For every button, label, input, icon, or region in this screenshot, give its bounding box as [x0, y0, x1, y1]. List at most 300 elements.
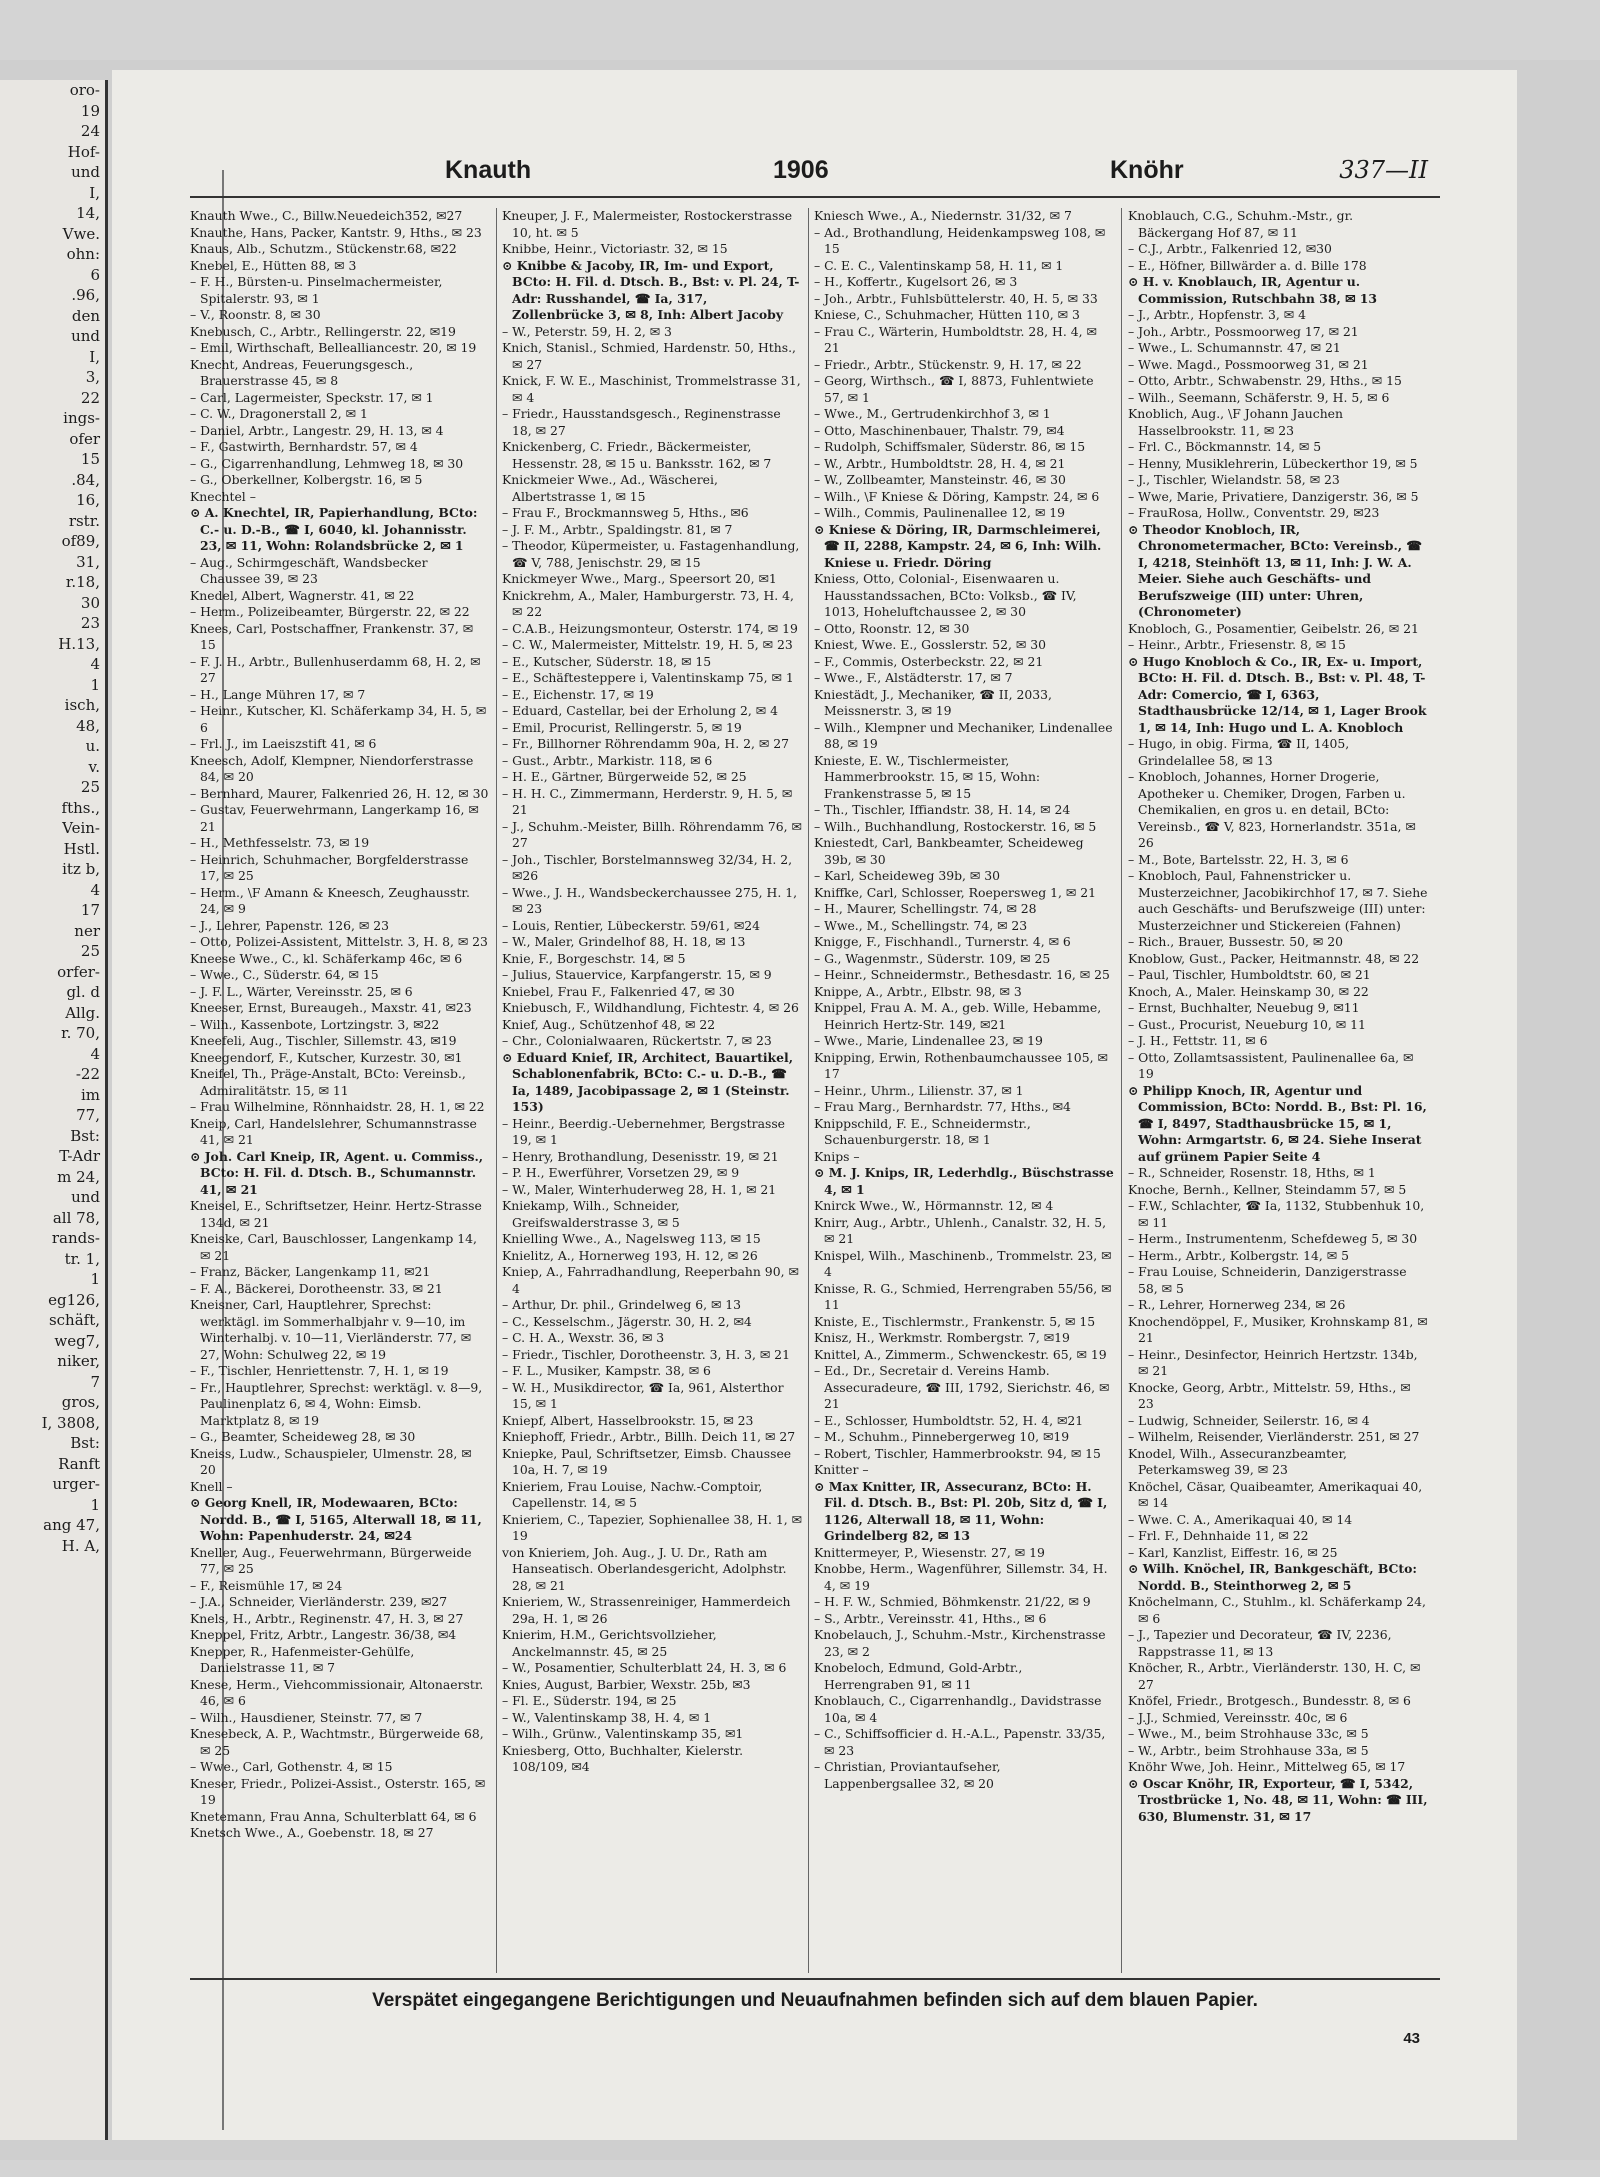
- directory-entry: – J., Tischler, Wielandstr. 58, ✉ 23: [1128, 472, 1340, 487]
- previous-page-fragment: 1: [90, 1270, 100, 1288]
- directory-columns: [190, 208, 1440, 1973]
- previous-page-fragment: .96,: [71, 286, 100, 304]
- directory-entry: Knisse, R. G., Schmied, Herrengraben 55/56, ✉ 11: [814, 1280, 1112, 1312]
- previous-page-fragment: all 78,: [52, 1208, 100, 1227]
- directory-entry: Knedel, Albert, Wagnerstr. 41, ✉ 22: [190, 587, 415, 603]
- directory-entry: – V., Roonstr. 8, ✉ 30: [190, 307, 321, 322]
- directory-entry: Knipping, Erwin, Rothenbaumchaussee 105, ✉ 17: [814, 1049, 1108, 1081]
- directory-entry: Kneser, Friedr., Polizei-Assist., Osterstr. 165, ✉ 19: [190, 1775, 486, 1807]
- directory-entry: Knich, Stanisl., Schmied, Hardenstr. 50, Hths., ✉ 27: [502, 340, 796, 372]
- directory-entry: Kneiss, Ludw., Schauspieler, Ulmenstr. 28, ✉ 20: [190, 1445, 472, 1477]
- directory-entry: Knickrehm, A., Maler, Hamburgerstr. 73, H. 4, ✉ 22: [502, 587, 794, 619]
- directory-entry: Knetsch Wwe., A., Goebenstr. 18, ✉ 27: [190, 1825, 434, 1840]
- previous-page-fragment: ofer: [69, 429, 100, 448]
- directory-entry: Kneegendorf, F., Kutscher, Kurzestr. 30, ✉1: [190, 1049, 463, 1065]
- directory-entry: Knauthe, Hans, Packer, Kantstr. 9, Hths., ✉ 23: [190, 224, 482, 240]
- column-2: [502, 208, 802, 1973]
- previous-page-fragment: weg7,: [54, 1331, 100, 1350]
- directory-entry: ⊙ Kniese & Döring, IR, Darmschleimerei, ☎ II, 2288, Kampstr. 24, ✉ 6, Inh: Wilh. Kniese u. Friedr. Döring: [814, 521, 1102, 570]
- directory-entry: – Joh., Arbtr., Fuhlsbüttelerstr. 40, H. 5, ✉ 33: [814, 290, 1098, 306]
- directory-entry: Kniestedt, Carl, Bankbeamter, Scheideweg 39b, ✉ 30: [814, 835, 1084, 867]
- directory-entry: Knöchel, Cäsar, Quaibeamter, Amerikaquai 40, ✉ 14: [1128, 1478, 1423, 1510]
- directory-entry: Knoblauch, C.G., Schuhm.-Mstr., gr. Bäckergang Hof 87, ✉ 11: [1128, 208, 1354, 240]
- previous-page-fragment: isch,: [64, 696, 100, 714]
- footer-note: Verspätet eingegangene Berichtigungen und Neuaufnahmen befinden sich auf dem blauen Papier.: [372, 1990, 1258, 2011]
- previous-page-fragment: 17: [80, 901, 100, 919]
- column-4: [1128, 208, 1428, 1973]
- directory-entry: – Theodor, Küpermeister, u. Fastagenhandlung, ☎ V, 788, Jenischstr. 29, ✉ 15: [502, 538, 800, 570]
- directory-entry: – Frau Louise, Schneiderin, Danzigerstrasse 58, ✉ 5: [1128, 1264, 1407, 1296]
- directory-entry: – Rudolph, Schiffsmaler, Süderstr. 86, ✉ 15: [814, 439, 1086, 454]
- directory-entry: – E., Höfner, Billwärder a. d. Bille 178: [1128, 257, 1367, 273]
- directory-entry: – W., Peterstr. 59, H. 2, ✉ 3: [502, 323, 672, 339]
- directory-entry: Knielling Wwe., A., Nagelsweg 113, ✉ 15: [502, 1231, 761, 1246]
- previous-page-fragment: eg126,: [48, 1290, 100, 1309]
- directory-entry: – C.A.B., Heizungsmonteur, Osterstr. 174, ✉ 19: [502, 620, 798, 636]
- previous-page-fragment: 31,: [76, 552, 100, 571]
- directory-entry: – Aug., Schirmgeschäft, Wandsbecker Chaussee 39, ✉ 23: [190, 554, 428, 586]
- directory-entry: – H., Maurer, Schellingstr. 74, ✉ 28: [814, 901, 1037, 916]
- previous-page-fragment: 48,: [76, 716, 100, 735]
- directory-entry: – F. J. H., Arbtr., Bullenhuserdamm 68, H. 2, ✉ 27: [190, 653, 481, 685]
- directory-entry: – E., Schlosser, Humboldtstr. 52, H. 4, ✉21: [814, 1412, 1084, 1428]
- directory-entry: Knoblich, Aug., \F Johann Jauchen Hasselbrookstr. 11, ✉ 23: [1128, 406, 1343, 438]
- directory-entry: – C. W., Dragonerstall 2, ✉ 1: [190, 406, 368, 421]
- previous-page-fragment: urger-: [52, 1475, 100, 1493]
- previous-page-fragment: 6: [90, 265, 100, 284]
- page-number: 43: [1403, 2030, 1420, 2047]
- previous-page-fragment: fths.,: [61, 798, 100, 817]
- previous-page-fragment: 4: [90, 655, 100, 673]
- directory-entry: ⊙ Knibbe & Jacoby, IR, Im- und Export, BCto: H. Fil. d. Dtsch. B., Bst: v. Pl. 24, T-Adr: Russhandel, ☎ Ia, 317, Zollenbrücke 3, ✉ 8, Inh: Albert Jacoby: [502, 257, 800, 322]
- directory-entry: Kniepke, Paul, Schriftsetzer, Eimsb. Chaussee 10a, H. 7, ✉ 19: [502, 1445, 792, 1477]
- directory-entry: – Otto, Maschinenbauer, Thalstr. 79, ✉4: [814, 422, 1065, 438]
- directory-entry: – G., Oberkellner, Kolbergstr. 16, ✉ 5: [190, 472, 423, 487]
- previous-page-fragment: 22: [80, 388, 100, 407]
- previous-page-fragment: 4: [90, 880, 100, 899]
- directory-entry: – Ad., Brothandlung, Heidenkampsweg 108, ✉ 15: [814, 224, 1106, 256]
- directory-entry: Kniste, E., Tischlermstr., Frankenstr. 5, ✉ 15: [814, 1313, 1096, 1329]
- directory-entry: – J., Arbtr., Hopfenstr. 3, ✉ 4: [1128, 307, 1306, 322]
- header-first-name: Knauth: [445, 156, 532, 184]
- directory-entry: – H., Methfesselstr. 73, ✉ 19: [190, 835, 370, 850]
- header-rule: [190, 196, 1440, 198]
- directory-entry: ⊙ Max Knitter, IR, Assecuranz, BCto: H. Fil. d. Dtsch. B., Bst: Pl. 20b, Sitz d, ☎ I, 1126, Alterwall 18, ✉ 11, Wohn: Grindelberg 82, ✉ 13: [814, 1478, 1108, 1543]
- previous-page-fragment: Hstl.: [63, 839, 100, 858]
- directory-entry: Knittermeyer, P., Wiesenstr. 27, ✉ 19: [814, 1544, 1045, 1560]
- directory-entry: – Heinr., Arbtr., Friesenstr. 8, ✉ 15: [1128, 637, 1346, 652]
- directory-entry: – Wilh., Klempner und Mechaniker, Lindenallee 88, ✉ 19: [814, 719, 1113, 751]
- directory-entry: Knobbe, Herm., Wagenführer, Sillemstr. 34, H. 4, ✉ 19: [814, 1561, 1108, 1593]
- previous-page-fragment: 25: [80, 942, 100, 960]
- header-last-name: Knöhr: [1110, 156, 1184, 184]
- previous-page-fragment: 7: [90, 1372, 100, 1391]
- previous-page-fragment: I, 3808,: [41, 1413, 100, 1432]
- directory-entry: ⊙ Philipp Knoch, IR, Agentur und Commission, BCto: Nordd. B., Bst: Pl. 16, ☎ I, 8497, Stadthausbrücke 15, ✉ 1, Wohn: Armgartstr. 6, ✉ 24. Siehe Inserat auf grünem Papier Seite 4: [1128, 1082, 1427, 1164]
- directory-entry: – F., Gastwirth, Bernhardstr. 57, ✉ 4: [190, 439, 418, 454]
- previous-page-fragment: Allg.: [65, 1003, 100, 1022]
- previous-page-fragment: 23: [80, 614, 100, 632]
- previous-page-fragment: H. A,: [61, 1536, 100, 1555]
- directory-entry: Kniess, Otto, Colonial-, Eisenwaaren u. Hausstandssachen, BCto: Volksb., ☎ IV, 1013, Hoheluftchaussee 2, ✉ 30: [814, 571, 1077, 619]
- directory-entry: Knocke, Georg, Arbtr., Mittelstr. 59, Hths., ✉ 23: [1128, 1379, 1411, 1411]
- previous-page-fragment: 1: [90, 1495, 100, 1514]
- previous-page-fragment: .84,: [71, 470, 100, 489]
- directory-entry: Knodel, Wilh., Assecuranzbeamter, Peterkamsweg 39, ✉ 23: [1128, 1445, 1347, 1477]
- previous-page-fragment: ings-: [63, 409, 100, 427]
- directory-entry: – J., Lehrer, Papenstr. 126, ✉ 23: [190, 917, 389, 933]
- directory-entry: Kniestädt, J., Mechaniker, ☎ II, 2033, Meissnerstr. 3, ✉ 19: [814, 686, 1052, 718]
- previous-page-fragment: 1: [90, 675, 100, 694]
- directory-entry: – Otto, Polizei-Assistent, Mittelstr. 3, H. 8, ✉ 23: [190, 934, 488, 949]
- directory-entry: – Gust., Arbtr., Markistr. 118, ✉ 6: [502, 752, 713, 768]
- directory-entry: – Robert, Tischler, Hammerbrookstr. 94, ✉ 15: [814, 1445, 1101, 1461]
- directory-entry: – Georg, Wirthsch., ☎ I, 8873, Fuhlentwiete 57, ✉ 1: [814, 373, 1094, 405]
- directory-entry: – Frau Marg., Bernhardstr. 77, Hths., ✉4: [814, 1099, 1071, 1114]
- directory-entry: – Wwe., J. H., Wandsbeckerchaussee 275, H. 1, ✉ 23: [502, 884, 798, 916]
- previous-page-fragment: itz b,: [62, 860, 100, 878]
- directory-entry: ⊙ H. v. Knoblauch, IR, Agentur u. Commission, Rutschbahn 38, ✉ 13: [1128, 274, 1378, 306]
- directory-entry: ⊙ Oscar Knöhr, IR, Exporteur, ☎ I, 5342, Trostbrücke 1, No. 48, ✉ 11, Wohn: ☎ III, 630, Blumenstr. 31, ✉ 17: [1128, 1775, 1428, 1824]
- directory-entry: Knochendöppel, F., Musiker, Krohnskamp 81, ✉ 21: [1128, 1313, 1428, 1345]
- previous-page-fragment: und: [71, 163, 100, 181]
- directory-entry: Knips –: [814, 1148, 860, 1164]
- directory-entry: Knippe, A., Arbtr., Elbstr. 98, ✉ 3: [814, 983, 1022, 999]
- directory-entry: ⊙ Hugo Knobloch & Co., IR, Ex- u. Import, BCto: H. Fil. d. Dtsch. B., Bst: v. Pl. 48, T-Adr: Comercio, ☎ I, 6363, Stadthausbrücke 12/14, ✉ 1, Lager Brook 1, ✉ 14, Inh: Hugo und L. A. Knobloch: [1128, 653, 1427, 735]
- directory-entry: Knöfel, Friedr., Brotgesch., Bundesstr. 8, ✉ 6: [1128, 1693, 1411, 1708]
- directory-entry: – F., Commis, Osterbeckstr. 22, ✉ 21: [814, 653, 1044, 669]
- directory-entry: – Herm., \F Amann & Kneesch, Zeughausstr. 24, ✉ 9: [190, 884, 470, 916]
- directory-entry: – Bernhard, Maurer, Falkenried 26, H. 12, ✉ 30: [190, 785, 489, 801]
- directory-entry: Knöcher, R., Arbtr., Vierländerstr. 130, H. C, ✉ 27: [1128, 1660, 1421, 1692]
- directory-entry: Knielitz, A., Hornerweg 193, H. 12, ✉ 26: [502, 1247, 758, 1263]
- directory-entry: Knie, F., Borgeschstr. 14, ✉ 5: [502, 950, 686, 966]
- directory-entry: – J. F. M., Arbtr., Spaldingstr. 81, ✉ 7: [502, 521, 733, 537]
- directory-entry: ⊙ Joh. Carl Kneip, IR, Agent. u. Commiss., BCto: H. Fil. d. Dtsch. B., Schumannstr. 41, ✉ 21: [190, 1148, 484, 1197]
- directory-entry: – Wwe. Magd., Possmoorweg 31, ✉ 21: [1128, 356, 1369, 372]
- directory-entry: – Gust., Procurist, Neueburg 10, ✉ 11: [1128, 1016, 1366, 1032]
- directory-entry: – Hugo, in obig. Firma, ☎ II, 1405, Grindelallee 58, ✉ 13: [1128, 736, 1350, 768]
- directory-entry: – G., Cigarrenhandlung, Lehmweg 18, ✉ 30: [190, 455, 464, 471]
- directory-entry: – G., Wagenmstr., Süderstr. 109, ✉ 25: [814, 950, 1051, 966]
- directory-entry: – Frl. J., im Laeiszstift 41, ✉ 6: [190, 736, 377, 751]
- directory-entry: Kniep, A., Fahrradhandlung, Reeperbahn 90, ✉ 4: [502, 1264, 799, 1296]
- directory-entry: Knauth Wwe., C., Billw.Neuedeich352, ✉27: [190, 208, 463, 223]
- directory-entry: Kniebusch, F., Wildhandlung, Fichtestr. 4, ✉ 26: [502, 1000, 799, 1015]
- directory-entry: – Herm., Polizeibeamter, Bürgerstr. 22, ✉ 22: [190, 604, 470, 619]
- directory-entry: Knese, Herm., Viehcommissionair, Altonaerstr. 46, ✉ 6: [190, 1676, 484, 1708]
- directory-entry: Knieriem, C., Tapezier, Sophienallee 38, H. 1, ✉ 19: [502, 1511, 802, 1543]
- directory-entry: – Heinr., Schneidermstr., Bethesdastr. 16, ✉ 25: [814, 967, 1110, 982]
- page-header: [190, 150, 1440, 190]
- column-divider: [1121, 208, 1122, 1973]
- directory-entry: Kniebel, Frau F., Falkenried 47, ✉ 30: [502, 983, 735, 999]
- previous-page-fragment: und: [71, 327, 100, 345]
- directory-entry: Knittel, A., Zimmerm., Schwenckestr. 65, ✉ 19: [814, 1346, 1107, 1362]
- directory-entry: Kneuper, J. F., Malermeister, Rostockerstrasse 10, ht. ✉ 5: [502, 208, 793, 240]
- previous-page-fragment: T-Adr: [59, 1147, 100, 1165]
- directory-entry: – M., Bote, Bartelsstr. 22, H. 3, ✉ 6: [1128, 851, 1349, 867]
- directory-entry: Kneefeli, Aug., Tischler, Sillemstr. 43, ✉19: [190, 1033, 457, 1048]
- previous-page-fragment: m 24,: [57, 1167, 100, 1186]
- directory-entry: Knief, Aug., Schützenhof 48, ✉ 22: [502, 1016, 716, 1032]
- directory-entry: Kneip, Carl, Handelslehrer, Schumannstrasse 41, ✉ 21: [190, 1115, 477, 1147]
- directory-entry: Knierim, H.M., Gerichtsvollzieher, Anckelmannstr. 45, ✉ 25: [502, 1627, 717, 1659]
- directory-entry: Kneller, Aug., Feuerwehrmann, Bürgerweide 77, ✉ 25: [190, 1544, 472, 1576]
- directory-entry: – Wwe., Marie, Lindenallee 23, ✉ 19: [814, 1033, 1043, 1048]
- directory-entry: – Wilh., Hausdiener, Steinstr. 77, ✉ 7: [190, 1709, 423, 1725]
- directory-entry: – Wilh., Seemann, Schäferstr. 9, H. 5, ✉ 6: [1128, 389, 1390, 405]
- directory-entry: – W., Arbtr., Humboldtstr. 28, H. 4, ✉ 21: [814, 455, 1066, 471]
- previous-page-fragment: 19: [80, 101, 100, 120]
- directory-entry: Kneifel, Th., Präge-Anstalt, BCto: Vereinsb., Admiralitätstr. 15, ✉ 11: [190, 1066, 466, 1098]
- directory-entry: – W., Posamentier, Schulterblatt 24, H. 3, ✉ 6: [502, 1660, 787, 1675]
- directory-entry: – H. E., Gärtner, Bürgerweide 52, ✉ 25: [502, 769, 747, 784]
- directory-entry: – Wwe., M., beim Strohhause 33c, ✉ 5: [1128, 1726, 1369, 1741]
- directory-entry: ⊙ Wilh. Knöchel, IR, Bankgeschäft, BCto: Nordd. B., Steinthorweg 2, ✉ 5: [1128, 1561, 1417, 1593]
- directory-entry: Knees, Carl, Postschaffner, Frankenstr. 37, ✉ 15: [190, 620, 474, 652]
- directory-entry: – Wwe. C. A., Amerikaquai 40, ✉ 14: [1128, 1511, 1353, 1527]
- directory-entry: – FrauRosa, Hollw., Conventstr. 29, ✉23: [1128, 505, 1380, 520]
- directory-entry: Knecht, Andreas, Feuerungsgesch., Brauerstrasse 45, ✉ 8: [190, 356, 414, 388]
- previous-page-fragment: ner: [74, 921, 100, 940]
- directory-entry: Kneeser, Ernst, Bureaugeh., Maxstr. 41, ✉23: [190, 1000, 472, 1015]
- directory-entry: Kniesch Wwe., A., Niedernstr. 31/32, ✉ 7: [814, 208, 1072, 223]
- directory-entry: – R., Schneider, Rosenstr. 18, Hths, ✉ 1: [1128, 1165, 1376, 1180]
- directory-entry: ⊙ Georg Knell, IR, Modewaaren, BCto: Nordd. B., ☎ I, 5165, Alterwall 18, ✉ 11, Wohn: Papenhuderstr. 24, ✉24: [190, 1495, 482, 1543]
- previous-page-fragment: schäft,: [48, 1311, 100, 1329]
- directory-entry: – H., Koffertr., Kugelsort 26, ✉ 3: [814, 274, 1018, 289]
- directory-entry: Knobloch, G., Posamentier, Geibelstr. 26, ✉ 21: [1128, 620, 1419, 636]
- directory-entry: Knetemann, Frau Anna, Schulterblatt 64, ✉ 6: [190, 1808, 477, 1824]
- directory-entry: Kneisel, E., Schriftsetzer, Heinr. Hertz-Strasse 134d, ✉ 21: [190, 1198, 482, 1230]
- directory-entry: – J.A., Schneider, Vierländerstr. 239, ✉27: [190, 1594, 448, 1609]
- directory-entry: – C. H. A., Wexstr. 36, ✉ 3: [502, 1330, 665, 1345]
- directory-entry: Knirck Wwe., W., Hörmannstr. 12, ✉ 4: [814, 1198, 1054, 1213]
- directory-entry: – Wwe., Carl, Gothenstr. 4, ✉ 15: [190, 1759, 393, 1774]
- directory-entry: Kneesch, Adolf, Klempner, Niendorferstrasse 84, ✉ 20: [190, 752, 474, 784]
- directory-entry: Knisz, H., Werkmstr. Rombergstr. 7, ✉19: [814, 1330, 1070, 1345]
- previous-page-fragment: v.: [88, 757, 100, 776]
- directory-entry: – W., Maler, Grindelhof 88, H. 18, ✉ 13: [502, 934, 746, 949]
- directory-entry: Kniepf, Albert, Hasselbrookstr. 15, ✉ 23: [502, 1412, 754, 1428]
- directory-entry: ⊙ M. J. Knips, IR, Lederhdlg., Büschstrasse 4, ✉ 1: [814, 1165, 1114, 1197]
- directory-entry: Knebusch, C., Arbtr., Rellingerstr. 22, ✉19: [190, 323, 456, 339]
- directory-entry: – M., Schuhm., Pinnebergerweg 10, ✉19: [814, 1429, 1070, 1444]
- directory-entry: – J.J., Schmied, Vereinsstr. 40c, ✉ 6: [1128, 1709, 1348, 1725]
- previous-page-fragment: rands-: [51, 1229, 100, 1247]
- directory-entry: Knickenberg, C. Friedr., Bäckermeister, Hessenstr. 28, ✉ 15 u. Banksstr. 162, ✉ 7: [502, 439, 772, 471]
- directory-entry: – E., Schäftesteppere i, Valentinskamp 75, ✉ 1: [502, 670, 794, 685]
- directory-entry: – Frl. C., Böckmannstr. 14, ✉ 5: [1128, 439, 1322, 454]
- previous-page-fragment: 3,: [85, 368, 100, 386]
- column-divider: [808, 208, 809, 1973]
- directory-entry: Kniekamp, Wilh., Schneider, Greifswalderstrasse 3, ✉ 5: [502, 1198, 680, 1230]
- previous-page-fragment: 24: [80, 122, 100, 140]
- directory-entry: – Fr., Hauptlehrer, Sprechst: werktägl. v. 8—9, Paulinenplatz 6, ✉ 4, Wohn: Eimsb. Marktplatz 8, ✉ 19: [190, 1379, 483, 1428]
- directory-entry: – Herm., Arbtr., Kolbergstr. 14, ✉ 5: [1128, 1247, 1350, 1263]
- directory-entry: – Karl, Scheideweg 39b, ✉ 30: [814, 868, 1000, 883]
- directory-entry: – Heinr., Uhrm., Lilienstr. 37, ✉ 1: [814, 1082, 1024, 1098]
- directory-entry: – Frau F., Brockmannsweg 5, Hths., ✉6: [502, 505, 749, 520]
- directory-entry: – F. H., Bürsten-u. Pinselmachermeister, Spitalerstr. 93, ✉ 1: [190, 274, 443, 306]
- directory-entry: – Wilh., Grünw., Valentinskamp 35, ✉1: [502, 1726, 744, 1741]
- directory-entry: – Friedr., Arbtr., Stückenstr. 9, H. 17, ✉ 22: [814, 356, 1082, 372]
- directory-entry: – Wwe, Marie, Privatiere, Danzigerstr. 36, ✉ 5: [1128, 488, 1419, 504]
- directory-entry: – Paul, Tischler, Humboldtstr. 60, ✉ 21: [1128, 967, 1371, 982]
- directory-entry: Kniesberg, Otto, Buchhalter, Kielerstr. 108/109, ✉4: [502, 1742, 744, 1774]
- directory-entry: – Otto, Arbtr., Schwabenstr. 29, Hths., ✉ 15: [1128, 373, 1402, 388]
- directory-entry: – Herm., Instrumentenm, Schefdeweg 5, ✉ 30: [1128, 1231, 1418, 1246]
- directory-entry: Knesebeck, A. P., Wachtmstr., Bürgerweide 68, ✉ 25: [190, 1726, 484, 1758]
- directory-entry: – F., Tischler, Henriettenstr. 7, H. 1, ✉ 19: [190, 1363, 449, 1378]
- directory-entry: Knibbe, Heinr., Victoriastr. 32, ✉ 15: [502, 241, 728, 256]
- directory-entry: – W. H., Musikdirector, ☎ Ia, 961, Alsterthor 15, ✉ 1: [502, 1379, 784, 1411]
- previous-page-fragment: Ranft: [58, 1454, 100, 1473]
- directory-entry: – F. L., Musiker, Kampstr. 38, ✉ 6: [502, 1363, 711, 1378]
- directory-entry: – Daniel, Arbtr., Langestr. 29, H. 13, ✉ 4: [190, 422, 444, 438]
- directory-entry: – Arthur, Dr. phil., Grindelweg 6, ✉ 13: [502, 1297, 742, 1312]
- directory-entry: – Heinr., Kutscher, Kl. Schäferkamp 34, H. 5, ✉ 6: [190, 703, 487, 735]
- directory-entry: Knels, H., Arbtr., Reginenstr. 47, H. 3, ✉ 27: [190, 1610, 464, 1626]
- directory-entry: – Frau C., Wärterin, Humboldtstr. 28, H. 4, ✉ 21: [814, 323, 1097, 355]
- previous-page-fragment: ang 47,: [43, 1516, 100, 1534]
- directory-entry: – R., Lehrer, Hornerweg 234, ✉ 26: [1128, 1297, 1346, 1312]
- directory-entry: – J., Schuhm.-Meister, Billh. Röhrendamm 76, ✉ 27: [502, 818, 802, 850]
- directory-entry: Kneppel, Fritz, Arbtr., Langestr. 36/38, ✉4: [190, 1627, 457, 1642]
- directory-entry: Knöchelmann, C., Stuhlm., kl. Schäferkamp 24, ✉ 6: [1128, 1594, 1426, 1626]
- directory-entry: Knieriem, Frau Louise, Nachw.-Comptoir, Capellenstr. 14, ✉ 5: [502, 1478, 763, 1510]
- previous-page-fragment: -22: [75, 1065, 100, 1083]
- directory-entry: – Th., Tischler, Iffiandstr. 38, H. 14, ✉ 24: [814, 802, 1071, 817]
- directory-entry: Knick, F. W. E., Maschinist, Trommelstrasse 31, ✉ 4: [502, 373, 801, 405]
- directory-entry: Knoblow, Gust., Packer, Heitmannstr. 48, ✉ 22: [1128, 950, 1420, 966]
- previous-page-fragment: 25: [80, 778, 100, 796]
- directory-entry: – Rich., Brauer, Bussestr. 50, ✉ 20: [1128, 934, 1343, 949]
- previous-page-fragment: r. 70,: [61, 1024, 100, 1042]
- directory-entry: Knitter –: [814, 1462, 869, 1477]
- directory-entry: – Ludwig, Schneider, Seilerstr. 16, ✉ 4: [1128, 1412, 1370, 1428]
- directory-entry: – S., Arbtr., Vereinsstr. 41, Hths., ✉ 6: [814, 1610, 1047, 1626]
- directory-entry: – C., Kesselschm., Jägerstr. 30, H. 2, ✉4: [502, 1313, 752, 1329]
- previous-page-fragment: Bst:: [70, 1434, 100, 1452]
- directory-entry: – Chr., Colonialwaaren, Rückertstr. 7, ✉ 23: [502, 1033, 772, 1048]
- previous-page-edge: [0, 80, 108, 2140]
- directory-entry: – J. H., Fettstr. 11, ✉ 6: [1128, 1033, 1268, 1048]
- directory-entry: – Karl, Kanzlist, Eiffestr. 16, ✉ 25: [1128, 1544, 1338, 1560]
- directory-entry: Knöhr Wwe, Joh. Heinr., Mittelweg 65, ✉ 17: [1128, 1759, 1406, 1774]
- directory-entry: ⊙ A. Knechtel, IR, Papierhandlung, BCto: C.- u. D.-B., ☎ I, 6040, kl. Johannisstr. 23, ✉ 11, Wohn: Rolandsbrücke 2, ✉ 1: [190, 505, 478, 553]
- directory-entry: Kniese, C., Schuhmacher, Hütten 110, ✉ 3: [814, 307, 1080, 322]
- directory-entry: Knispel, Wilh., Maschinenb., Trommelstr. 23, ✉ 4: [814, 1247, 1112, 1279]
- directory-entry: – Louis, Rentier, Lübeckerstr. 59/61, ✉24: [502, 917, 761, 933]
- directory-entry: – Wilh., Buchhandlung, Rostockerstr. 16, ✉ 5: [814, 818, 1097, 834]
- directory-entry: – Carl, Lagermeister, Speckstr. 17, ✉ 1: [190, 389, 434, 405]
- directory-entry: Kneiske, Carl, Bauschlosser, Langenkamp 14, ✉ 21: [190, 1231, 477, 1263]
- previous-page-fragment: 15: [80, 450, 100, 468]
- directory-entry: – C., Schiffsofficier d. H.-A.L., Papenstr. 33/35, ✉ 23: [814, 1726, 1106, 1758]
- directory-entry: – Heinrich, Schuhmacher, Borgfelderstrasse 17, ✉ 25: [190, 851, 469, 883]
- previous-page-fragment: H.13,: [58, 634, 100, 653]
- directory-entry: Knobeloch, Edmund, Gold-Arbtr., Herrengraben 91, ✉ 11: [814, 1660, 1023, 1692]
- directory-entry: – Wilh., Kassenbote, Lortzingstr. 3, ✉22: [190, 1016, 440, 1032]
- directory-entry: Knoch, A., Maler. Heinskamp 30, ✉ 22: [1128, 983, 1369, 999]
- directory-entry: – Emil, Procurist, Rellingerstr. 5, ✉ 19: [502, 719, 742, 735]
- previous-page-fragment: rstr.: [68, 511, 100, 530]
- previous-page-fragment: Bst:: [70, 1126, 100, 1145]
- directory-entry: Knigge, F., Fischhandl., Turnerstr. 4, ✉ 6: [814, 934, 1071, 949]
- directory-entry: Knebel, E., Hütten 88, ✉ 3: [190, 257, 357, 273]
- previous-page-fragment: u.: [85, 737, 100, 755]
- header-year: 1906: [773, 156, 829, 184]
- previous-page-fragment: I,: [89, 183, 100, 202]
- directory-entry: – W., Valentinskamp 38, H. 4, ✉ 1: [502, 1709, 712, 1725]
- directory-entry: – Wwe., L. Schumannstr. 47, ✉ 21: [1128, 340, 1341, 355]
- directory-entry: – J., Tapezier und Decorateur, ☎ IV, 2236, Rappstrasse 11, ✉ 13: [1128, 1627, 1392, 1659]
- directory-entry: – Franz, Bäcker, Langenkamp 11, ✉21: [190, 1264, 431, 1279]
- directory-entry: – H. F. W., Schmied, Böhmkenstr. 21/22, ✉ 9: [814, 1594, 1091, 1609]
- directory-entry: Kniffke, Carl, Schlosser, Roepersweg 1, ✉ 21: [814, 884, 1096, 900]
- previous-page-fragment: ohn:: [66, 245, 100, 263]
- directory-entry: – Friedr., Tischler, Dorotheenstr. 3, H. 3, ✉ 21: [502, 1346, 790, 1362]
- column-divider: [496, 208, 497, 1973]
- directory-entry: – C. W., Malermeister, Mittelstr. 19, H. 5, ✉ 23: [502, 637, 793, 652]
- previous-page-fragment: Vwe.: [62, 224, 100, 243]
- previous-page-fragment: oro-: [69, 81, 100, 99]
- directory-entry: – Wwe., M., Gertrudenkirchhof 3, ✉ 1: [814, 406, 1051, 421]
- directory-entry: Knechtel –: [190, 488, 256, 504]
- directory-entry: von Knieriem, Joh. Aug., J. U. Dr., Rath am Hanseatisch. Oberlandesgericht, Adolphstr. 28, ✉ 21: [502, 1544, 787, 1593]
- previous-page-fragment: of89,: [61, 532, 100, 550]
- directory-entry: – F., Reismühle 17, ✉ 24: [190, 1577, 343, 1593]
- directory-entry: Kniephoff, Friedr., Arbtr., Billh. Deich 11, ✉ 27: [502, 1429, 796, 1444]
- directory-entry: – Knobloch, Paul, Fahnenstricker u. Musterzeichner, Jacobikirchhof 17, ✉ 7. Siehe auch Geschäfts- und Berufszweige (III) unter: Musterzeichner und Stickereien (Fahnen): [1128, 868, 1428, 933]
- previous-page-fragment: I,: [89, 347, 100, 366]
- column-1: [190, 208, 490, 1973]
- directory-entry: Kniest, Wwe. E., Gosslerstr. 52, ✉ 30: [814, 637, 1046, 652]
- directory-entry: – Wwe., C., Süderstr. 64, ✉ 15: [190, 967, 379, 982]
- directory-entry: – Christian, Proviantaufseher, Lappenbergsallee 32, ✉ 20: [814, 1759, 1001, 1791]
- directory-entry: – J. F. L., Wärter, Vereinsstr. 25, ✉ 6: [190, 983, 413, 999]
- previous-page-fragment: gl. d: [66, 983, 100, 1001]
- directory-entry: Knoblauch, C., Cigarrenhandlg., Davidstrasse 10a, ✉ 4: [814, 1693, 1102, 1725]
- previous-page-fragment: 30: [80, 593, 100, 612]
- directory-entry: Knieste, E. W., Tischlermeister, Hammerbrookstr. 15, ✉ 15, Wohn: Frankenstrasse 5, ✉ 15: [814, 752, 1041, 801]
- directory-entry: – W., Arbtr., beim Strohhause 33a, ✉ 5: [1128, 1742, 1369, 1758]
- directory-entry: – F. A., Bäckerei, Dorotheenstr. 33, ✉ 21: [190, 1280, 443, 1296]
- previous-page-fragment: orfer-: [57, 962, 100, 981]
- directory-entry: Knies, August, Barbier, Wexstr. 25b, ✉3: [502, 1676, 751, 1692]
- directory-entry: Knickmeier Wwe., Ad., Wäscherei, Albertstrasse 1, ✉ 15: [502, 472, 718, 504]
- directory-entry: – W., Zollbeamter, Mansteinstr. 46, ✉ 30: [814, 472, 1066, 487]
- directory-entry: Knieriem, W., Strassenreiniger, Hammerdeich 29a, H. 1, ✉ 26: [502, 1594, 791, 1626]
- directory-entry: Knirr, Aug., Arbtr., Uhlenh., Canalstr. 32, H. 5, ✉ 21: [814, 1214, 1107, 1246]
- directory-entry: Knepper, R., Hafenmeister-Gehülfe, Danielstrasse 11, ✉ 7: [190, 1643, 415, 1675]
- directory-entry: – Wilh., Commis, Paulinenallee 12, ✉ 19: [814, 505, 1066, 520]
- directory-entry: – Frl. F., Dehnhaide 11, ✉ 22: [1128, 1528, 1309, 1543]
- directory-entry: Knickmeyer Wwe., Marg., Speersort 20, ✉1: [502, 571, 777, 586]
- previous-page-fragment: Vein-: [62, 819, 100, 837]
- directory-entry: – E., Eichenstr. 17, ✉ 19: [502, 686, 654, 702]
- directory-entry: – C. E. C., Valentinskamp 58, H. 11, ✉ 1: [814, 257, 1064, 273]
- directory-entry: – Joh., Arbtr., Possmoorweg 17, ✉ 21: [1128, 323, 1359, 339]
- directory-entry: Knell –: [190, 1478, 233, 1494]
- directory-entry: – Eduard, Castellar, bei der Erholung 2, ✉ 4: [502, 703, 778, 718]
- directory-entry: Knaus, Alb., Schutzm., Stückenstr.68, ✉22: [190, 241, 457, 256]
- directory-entry: – G., Beamter, Scheideweg 28, ✉ 30: [190, 1429, 416, 1444]
- previous-page-fragment: Hof-: [67, 142, 100, 161]
- previous-page-fragment: 77,: [76, 1106, 100, 1124]
